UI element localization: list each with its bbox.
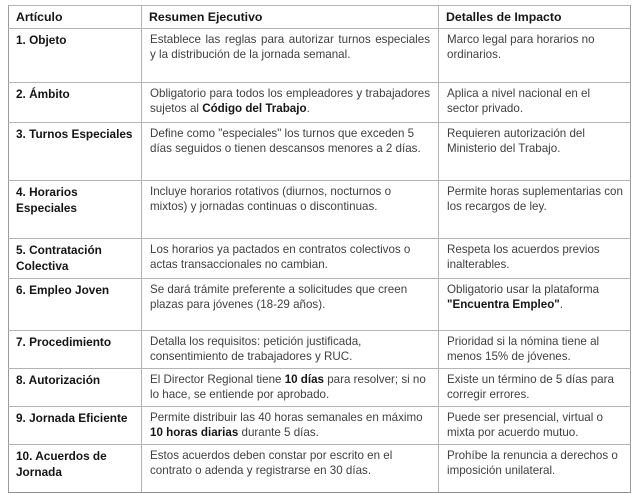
cell-resumen-ejecutivo: Define como "especiales" los turnos que exceden 5 días seguidos o tienen descansos menores a 2 días. bbox=[142, 123, 439, 181]
cell-detalles-de-impacto: Requieren autorización del Ministerio del Trabajo. bbox=[439, 123, 631, 181]
table-header bbox=[9, 6, 631, 29]
cell-articulo: 3. Turnos Especiales bbox=[9, 123, 142, 181]
cell-detalles-de-impacto: Marco legal para horarios no ordinarios. bbox=[439, 29, 631, 83]
cell-articulo: 9. Jornada Eficiente bbox=[9, 407, 142, 445]
cell-detalles-de-impacto: Puede ser presencial, virtual o mixta por acuerdo mutuo. bbox=[439, 407, 631, 445]
cell-detalles-de-impacto: Prohíbe la renuncia a derechos o imposición unilateral. bbox=[439, 445, 631, 493]
cell-detalles-de-impacto: Existe un término de 5 días para corregir errores. bbox=[439, 369, 631, 407]
cell-articulo: 7. Procedimiento bbox=[9, 331, 142, 369]
cell-articulo: 4. Horarios Especiales bbox=[9, 181, 142, 239]
table-row bbox=[9, 331, 631, 369]
table-row bbox=[9, 369, 631, 407]
table-row bbox=[9, 407, 631, 445]
table-row bbox=[9, 123, 631, 181]
cell-articulo: 6. Empleo Joven bbox=[9, 279, 142, 331]
cell-articulo: 2. Ámbito bbox=[9, 83, 142, 123]
cell-resumen-ejecutivo: Obligatorio para todos los empleadores y trabajadores sujetos al Código del Trabajo. bbox=[142, 83, 439, 123]
column-header-resumen-ejecutivo: Resumen Ejecutivo bbox=[142, 6, 439, 29]
cell-resumen-ejecutivo: Establece las reglas para autorizar turnos especiales y la distribución de la jornada semanal. bbox=[142, 29, 439, 83]
table-row bbox=[9, 445, 631, 493]
cell-articulo: 8. Autorización bbox=[9, 369, 142, 407]
cell-articulo: 1. Objeto bbox=[9, 29, 142, 83]
table-row bbox=[9, 181, 631, 239]
cell-detalles-de-impacto: Prioridad si la nómina tiene al menos 15% de jóvenes. bbox=[439, 331, 631, 369]
cell-detalles-de-impacto: Respeta los acuerdos previos inalterables. bbox=[439, 239, 631, 279]
table-row bbox=[9, 239, 631, 279]
table-row bbox=[9, 83, 631, 123]
cell-resumen-ejecutivo: El Director Regional tiene 10 días para resolver; si no lo hace, se entiende por aprobado. bbox=[142, 369, 439, 407]
summary-table bbox=[8, 5, 631, 493]
cell-resumen-ejecutivo: Estos acuerdos deben constar por escrito en el contrato o adenda y registrarse en 30 días. bbox=[142, 445, 439, 493]
table-body bbox=[9, 29, 631, 493]
cell-resumen-ejecutivo: Se dará trámite preferente a solicitudes que creen plazas para jóvenes (18-29 años). bbox=[142, 279, 439, 331]
cell-detalles-de-impacto: Aplica a nivel nacional en el sector privado. bbox=[439, 83, 631, 123]
table-row bbox=[9, 279, 631, 331]
cell-detalles-de-impacto: Permite horas suplementarias con los recargos de ley. bbox=[439, 181, 631, 239]
cell-resumen-ejecutivo: Los horarios ya pactados en contratos colectivos o actas transaccionales no cambian. bbox=[142, 239, 439, 279]
table-row bbox=[9, 29, 631, 83]
cell-resumen-ejecutivo: Detalla los requisitos: petición justificada, consentimiento de trabajadores y RUC. bbox=[142, 331, 439, 369]
cell-resumen-ejecutivo: Permite distribuir las 40 horas semanales en máximo 10 horas diarias durante 5 días. bbox=[142, 407, 439, 445]
cell-detalles-de-impacto: Obligatorio usar la plataforma "Encuentra Empleo". bbox=[439, 279, 631, 331]
column-header-detalles-de-impacto: Detalles de Impacto bbox=[439, 6, 631, 29]
column-header-articulo: Artículo bbox=[9, 6, 142, 29]
cell-resumen-ejecutivo: Incluye horarios rotativos (diurnos, nocturnos o mixtos) y jornadas continuas o discontinuas. bbox=[142, 181, 439, 239]
cell-articulo: 5. Contratación Colectiva bbox=[9, 239, 142, 279]
table-header-row bbox=[9, 6, 631, 29]
cell-articulo: 10. Acuerdos de Jornada bbox=[9, 445, 142, 493]
